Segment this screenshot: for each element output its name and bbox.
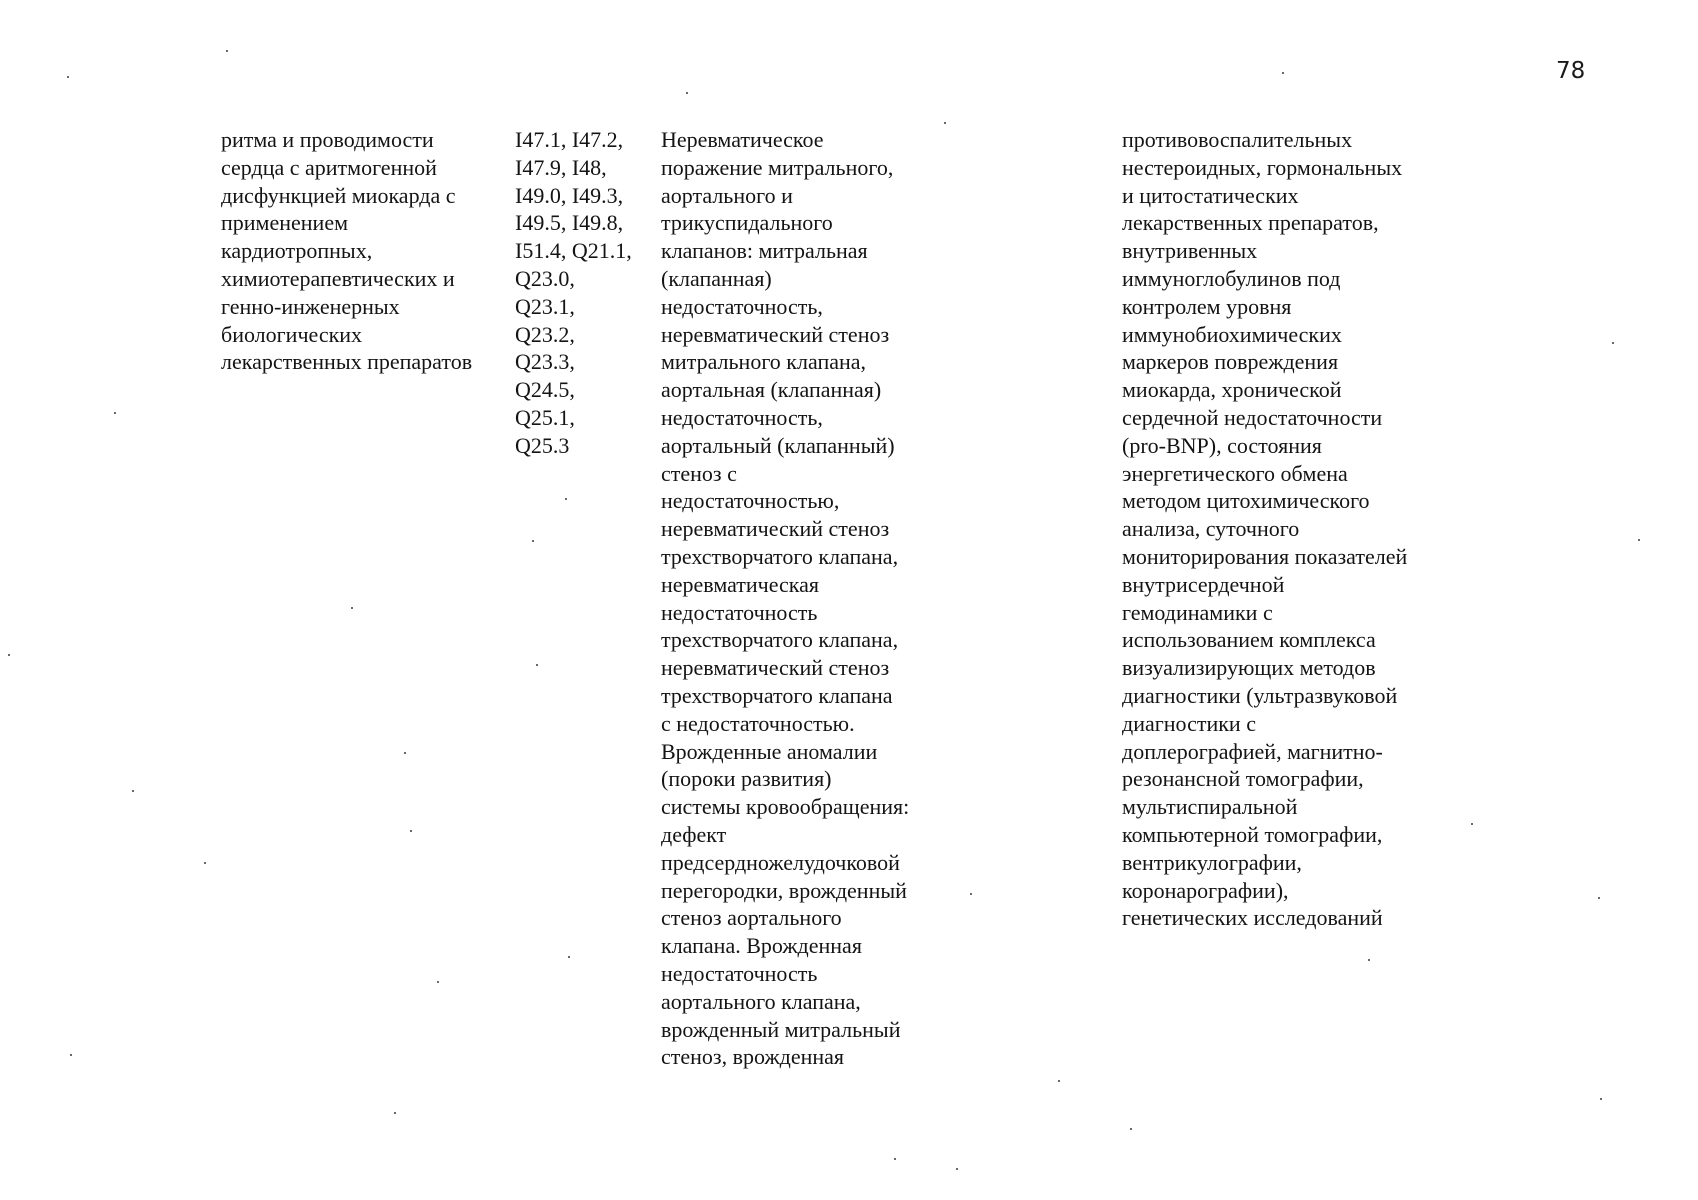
text-line: недостаточность [661,960,818,986]
text-line: (клапанная) [661,265,772,291]
scan-speck [1282,72,1284,74]
icd-code-line: I51.4, Q21.1, [515,238,632,264]
text-line: врожденный митральный [661,1016,901,1042]
scan-speck [565,498,567,500]
text-line: аортального и [661,182,793,208]
text-line: мониторирования показателей [1122,543,1408,569]
text-line: митрального клапана, [661,349,867,375]
text-line: перегородки, врожденный [661,877,907,903]
text-line: трехстворчатого клапана, [661,543,899,569]
text-line: аортальная (клапанная) [661,377,882,403]
text-line: визуализирующих методов [1122,655,1376,681]
text-line: трикуспидального [661,210,833,236]
text-line: иммуноглобулинов под [1122,265,1341,291]
scan-speck [1130,1128,1132,1130]
text-line: трехстворчатого клапана, [661,627,899,653]
text-line: доплерографией, магнитно- [1122,738,1383,764]
text-line: нестероидных, гормональных [1122,154,1403,180]
text-line: недостаточность, [661,293,823,319]
scan-speck [1612,342,1614,344]
text-line: мультиспиральной [1122,794,1298,820]
scan-speck [568,956,570,958]
scan-speck [532,540,534,542]
text-line: применением [221,210,349,236]
scan-speck [1600,1098,1602,1100]
treatment-column [1122,126,1452,932]
text-line: резонансной томографии, [1122,766,1364,792]
text-line: поражение митрального, [661,154,894,180]
text-line: вентрикулографии, [1122,849,1302,875]
scan-speck [956,1168,958,1170]
scan-speck [394,1112,396,1114]
text-line: клапана. Врожденная [661,933,862,959]
text-line: гемодинамики с [1122,599,1273,625]
text-line: лекарственных препаратов, [1122,210,1379,236]
text-line: стеноз аортального [661,905,842,931]
text-line: диагностики (ультразвуковой [1122,682,1398,708]
text-line: диагностики с [1122,710,1256,736]
text-line: сердца с аритмогенной [221,154,437,180]
text-line: предсердножелудочковой [661,849,900,875]
text-line: неревматический стеноз [661,655,890,681]
icd-code-line: I49.0, I49.3, [515,182,624,208]
text-line: маркеров повреждения [1122,349,1339,375]
scan-speck [67,76,69,78]
text-line: клапанов: митральная [661,238,868,264]
icd-code-line: Q23.1, [515,293,575,319]
text-line: кардиотропных, [221,238,373,264]
icd-code-line: Q23.0, [515,265,575,291]
scan-speck [536,664,538,666]
scan-speck [970,893,972,895]
scan-speck [351,607,353,609]
text-line: (pro-BNP), состояния [1122,432,1322,458]
text-line: неревматическая [661,571,820,597]
text-line: ритма и проводимости [221,127,434,152]
text-line: методом цитохимического [1122,488,1370,514]
text-line: анализа, суточного [1122,516,1300,542]
icd-code-line: Q25.1, [515,404,575,430]
text-line: внутрисердечной [1122,571,1285,597]
scan-speck [1368,959,1370,961]
text-line: коронарографии), [1122,877,1289,903]
text-line: компьютерной томографии, [1122,821,1383,847]
text-line: трехстворчатого клапана [661,682,893,708]
text-line: лекарственных препаратов [221,349,473,375]
icd-code-line: Q23.3, [515,349,575,375]
text-line: системы кровообращения: [661,794,910,820]
text-line: (пороки развития) [661,766,832,792]
text-line: с недостаточностью. [661,710,855,736]
icd-code-line: I49.5, I49.8, [515,210,624,236]
scan-speck [114,412,116,414]
text-line: дефект [661,821,727,847]
scan-speck [1638,539,1640,541]
text-line: миокарда, хронической [1122,377,1342,403]
icd-codes-column [515,126,650,460]
scan-speck [226,50,228,52]
scan-speck [410,830,412,832]
text-line: стеноз с [661,460,737,486]
text-line: недостаточность [661,599,818,625]
text-line: неревматический стеноз [661,516,890,542]
scan-speck [1471,823,1473,825]
scan-speck [404,752,406,754]
icd-code-line: I47.1, I47.2, [515,127,624,152]
text-line: генно-инженерных [221,293,400,319]
text-line: сердечной недостаточности [1122,404,1383,430]
text-line: иммунобиохимических [1122,321,1342,347]
icd-code-line: I47.9, I48, [515,154,607,180]
scan-speck [1058,1080,1060,1082]
text-line: энергетического обмена [1122,460,1348,486]
text-line: стеноз, врожденная [661,1044,845,1070]
condition-group-column [221,126,511,376]
text-line: Врожденные аномалии [661,738,878,764]
icd-code-line: Q24.5, [515,377,575,403]
scan-speck [944,122,946,124]
scan-speck [70,1054,72,1056]
scan-speck [437,981,439,983]
text-line: контролем уровня [1122,293,1292,319]
scan-speck [8,654,10,656]
diagnosis-column [661,126,961,1071]
text-line: генетических исследований [1122,905,1383,931]
text-line: внутривенных [1122,238,1258,264]
text-line: Неревматическое [661,127,824,152]
text-line: использованием комплекса [1122,627,1376,653]
text-line: химиотерапевтических и [221,265,455,291]
text-line: аортального клапана, [661,988,861,1014]
page-number: 78 [1556,58,1586,84]
text-line: недостаточность, [661,404,823,430]
scan-speck [204,862,206,864]
text-line: дисфункцией миокарда с [221,182,456,208]
text-line: противовоспалительных [1122,127,1353,152]
text-line: аортальный (клапанный) [661,432,895,458]
scan-speck [132,790,134,792]
text-line: биологических [221,321,363,347]
text-line: неревматический стеноз [661,321,890,347]
scan-speck [1598,897,1600,899]
scan-speck [686,92,688,94]
icd-code-line: Q23.2, [515,321,575,347]
text-line: недостаточностью, [661,488,840,514]
text-line: и цитостатических [1122,182,1299,208]
scan-speck [894,1158,896,1160]
icd-code-line: Q25.3 [515,432,570,458]
